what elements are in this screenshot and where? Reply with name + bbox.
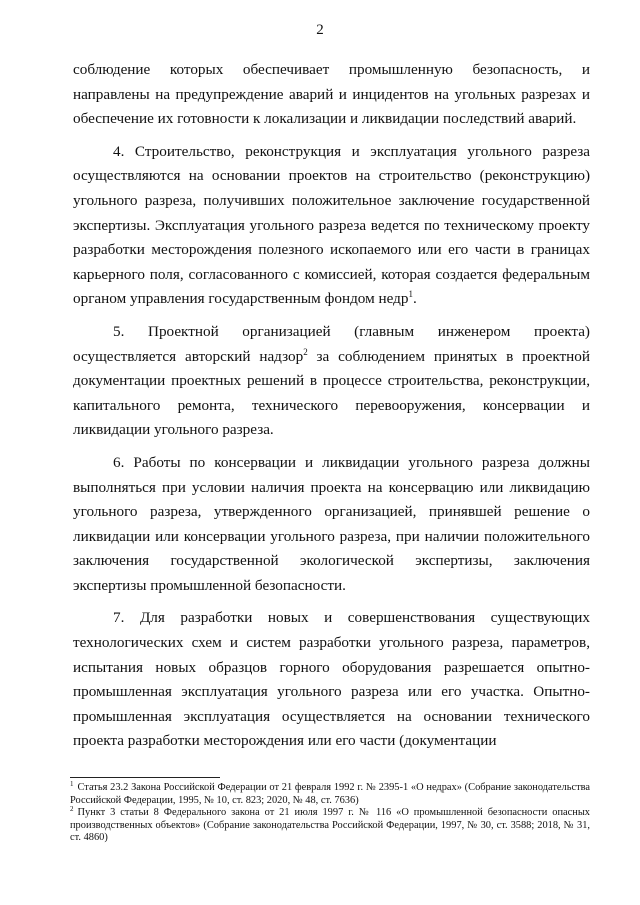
paragraph-item-5 bbox=[73, 320, 590, 443]
footnote-ref-1[interactable]: 1 bbox=[408, 289, 414, 300]
page-number: 2 bbox=[316, 22, 324, 38]
paragraph-item-7: 7. Для разработки новых и совершенствования существующих технологических схем и систем разработки угольного разреза, параметров, испытания новых образцов горного оборудования разрешается опытно-промышленная эксплуатация угольного разреза или его участка. Опытно-промышленная эксплуатация осуществляется на основании технического проекта разработки месторождения или его части (документации bbox=[73, 609, 590, 750]
footnotes bbox=[70, 779, 590, 845]
paragraph-item-6: 6. Работы по консервации и ликвидации угольного разреза должны выполняться при условии наличия проекта на консервацию или ликвидацию угольного разреза, утвержденного организацией, принявшей решение о ликвидации или консервации угольного разреза, при наличии положительного заключения государственной экологической экспертизы, заключения экспертизы промышленной безопасности. bbox=[73, 453, 590, 594]
footnote-divider bbox=[70, 777, 220, 778]
paragraph-item-5-text-b: за соблюдением принятых в проектной документации проектных решений в процессе строительства, реконструкции, капитального ремонта, технического перевооружения, консервации и ликвидации угольного разреза. bbox=[73, 347, 590, 439]
footnote-1 bbox=[70, 779, 590, 807]
footnote-2-mark: 2 bbox=[70, 804, 74, 813]
paragraph-continuation: соблюдение которых обеспечивает промышленную безопасность, и направлены на предупреждение аварий и инцидентов на угольных разрезах и обеспечение их готовности к локализации и ликвидации последствий аварий. bbox=[73, 61, 590, 128]
paragraph-item-4-end: . bbox=[413, 290, 417, 308]
paragraph-item-4 bbox=[73, 140, 590, 312]
paragraph-item-4-text: 4. Строительство, реконструкция и эксплуатация угольного разреза осуществляются на основании проектов на строительство (реконструкцию) угольного разреза, получивших положительное заключение государственной экспертизы. Эксплуатация угольного разреза ведется по техническому проекту разработки месторождения полезного ископаемого или его части в границах карьерного поля, согласованного с комиссией, которая создается федеральным органом управления государственным фондом недр bbox=[73, 142, 590, 308]
footnote-1-text: Статья 23.2 Закона Российской Федерации от 21 февраля 1992 г. № 2395-1 «О недрах» (Собрание законодательства Российской Федерации, 1995, № 10, ст. 823; 2020, № 48, ст. 7636) bbox=[70, 782, 590, 806]
footnote-2 bbox=[70, 804, 590, 845]
footnote-2-text: Пункт 3 статьи 8 Федерального закона от 21 июля 1997 г. № 116 «О промышленной безопасности опасных производственных объектов» (Собрание законодательства Российской Федерации, 1997, № 30, ст. 3588; 2018, № 31, ст. 4860) bbox=[70, 807, 590, 844]
paragraph-item-5-text-a: 5. Проектной организацией (главным инженером проекта) осуществляется авторский надзор bbox=[73, 322, 590, 365]
footnote-ref-2[interactable]: 2 bbox=[303, 346, 308, 357]
footnote-1-mark: 1 bbox=[70, 779, 74, 788]
document-body bbox=[73, 58, 590, 754]
